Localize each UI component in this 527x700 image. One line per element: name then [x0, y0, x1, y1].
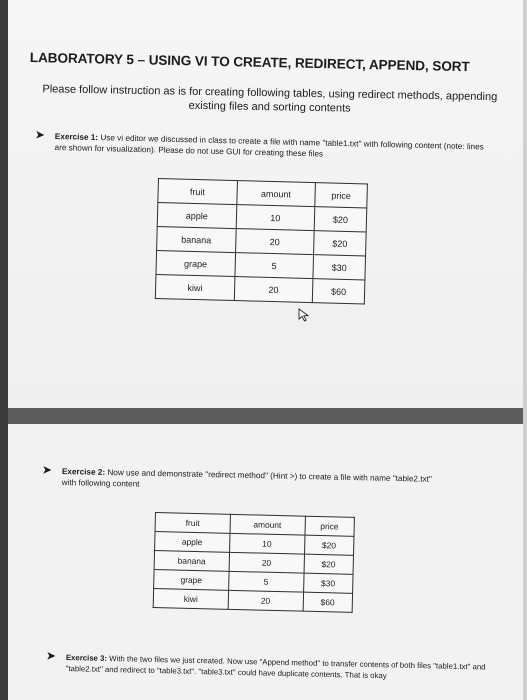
table-row [155, 274, 365, 303]
intro-paragraph: Please follow instruction as is for creating following tables, using redirect methods, appending existing files and sorting contents [42, 83, 498, 115]
table-cell: banana [157, 226, 236, 252]
exercise-1-label: Exercise 1: [54, 131, 99, 143]
table-cell: 10 [229, 533, 304, 554]
table-cell: 20 [228, 590, 303, 611]
table-cell: $20 [304, 554, 354, 574]
arrow-bullet-icon: ➤ [45, 648, 57, 663]
right-edge-bar [523, 0, 527, 700]
exercise-3-text: With the two files we just created. Now use "Append method" to transfer contents of both files "table1.txt" and "table2.txt" and redirect to "table3.txt". "table3.txt" could have duplicate contents. That is okay [65, 653, 486, 681]
page-title: LABORATORY 5 – USING VI TO CREATE, REDIRECT, APPEND, SORT [29, 50, 470, 75]
table-cell: $30 [303, 573, 353, 593]
table-cell: 20 [235, 229, 314, 255]
arrow-bullet-icon: ➤ [41, 462, 53, 477]
exercise-3-label: Exercise 3: [65, 652, 108, 663]
table-cell: $20 [314, 207, 367, 232]
arrow-bullet-icon: ➤ [34, 127, 46, 142]
header-cell: price [304, 516, 354, 536]
table-cell: $60 [312, 279, 365, 304]
table-2 [153, 512, 355, 613]
header-cell: amount [230, 514, 305, 535]
left-edge-bar [0, 0, 8, 700]
header-cell: amount [236, 181, 315, 207]
table-cell: $20 [314, 231, 367, 256]
table-cell: apple [157, 203, 236, 229]
table-cell: apple [155, 532, 230, 553]
table-cell: $30 [313, 255, 366, 280]
table-cell: 5 [235, 253, 314, 279]
table-cell: kiwi [155, 274, 234, 300]
page-divider [0, 408, 527, 424]
table-cell: kiwi [153, 588, 228, 609]
table-cell: banana [154, 551, 229, 572]
header-cell: fruit [155, 513, 230, 534]
exercise-1-text: Use vi editor we discussed in class to create a file with name "table1.txt" with following content (note: lines are shown for visualization). Please do not use GUI for creating these files [54, 133, 484, 159]
table-cell: $60 [303, 592, 353, 612]
table-cell: grape [154, 569, 229, 590]
exercise-2-text: Now use and demonstrate "redirect method" (Hint >) to create a file with name "table2.txt" with following content [61, 467, 432, 489]
header-cell: fruit [158, 179, 237, 205]
table-cell: 20 [234, 277, 313, 303]
table-1 [155, 178, 368, 304]
exercise-2-label: Exercise 2: [61, 466, 106, 477]
table-cell: 5 [228, 571, 303, 592]
table-cell: 20 [229, 552, 304, 573]
header-cell: price [315, 183, 368, 208]
mouse-cursor-icon [298, 308, 310, 322]
table-cell: 10 [236, 205, 315, 231]
table-cell: $20 [304, 535, 354, 555]
table-cell: grape [156, 250, 235, 276]
